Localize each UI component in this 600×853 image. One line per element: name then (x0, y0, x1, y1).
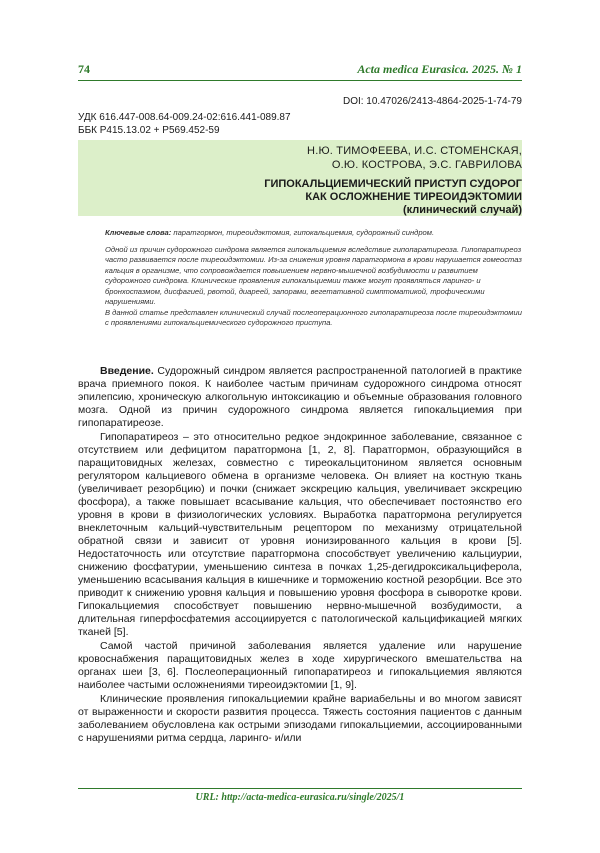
article-title (264, 178, 522, 217)
body-paragraph-2: Гипопаратиреоз – это относительно редкое эндокринное заболевание, связанное с отсутствием или дефицитом паратгормона [1, 2, 8]. Паратгормон, образующийся в паращитовидных железах, совместно с тиреокальцитонином является основным регулятором кальциевого обмена в организме человека. Он влияет на костную ткань (увеличивает резорбцию) и почки (снижает экскрецию кальция, увеличивает экскрецию фосфора), а также повышает всасывание кальция, что обеспечивает постоянство его уровня в крови в физиологических условиях. Выработка паратгормона регулируется внеклеточным кальций-чувствительным рецептором по механизму отрицательной обратной связи и зависит от уровня ионизированного кальция в крови [5]. Недостаточность или отсутствие паратгормона способствует увеличению кальциурии, снижению фосфатурии, уменьшению синтеза в почках 1,25-дегидроксикальциферола, уменьшению всасывания кальция в кишечнике и торможению костной резорбции. Все это приводит к снижению уровня кальция и повышению уровня фосфора в сыворотке крови. Гипокальциемия способствует повышению нервно-мышечной возбудимости, а длительная гиперфосфатемия ассоциируется с патологической кальцификацией мягких тканей [5]. (78, 431, 522, 639)
title-line-1: ГИПОКАЛЬЦИЕМИЧЕСКИЙ ПРИСТУП СУДОРОГ (264, 178, 522, 191)
intro-text: Судорожный синдром является распространенной патологией в практике врача приемного покоя. К наиболее частым причинам судорожного синдрома относят эпилепсию, хроническую алкогольную интоксикацию и объемные образования головного мозга. Одной из причин судорожного синдрома является гипокальциемия при гипопаратиреозе. (78, 365, 522, 429)
authors-line-1: Н.Ю. ТИМОФЕЕВА, И.С. СТОМЕНСКАЯ, (307, 144, 522, 158)
body-paragraph-intro (78, 365, 522, 430)
body-paragraph-4: Клинические проявления гипокальциемии крайне вариабельны и во многом зависят от выраженности и скорости развития процесса. Тяжесть состояния пациентов с данным заболеванием обусловлена как острыми эпизодами гипокальциемии, ассоциированными с нарушениями ритма сердца, ларинго- и/или (78, 693, 522, 745)
footer-divider (78, 788, 522, 789)
running-header (78, 62, 522, 78)
doi: DOI: 10.47026/2413-4864-2025-1-74-79 (343, 96, 522, 107)
classification (78, 111, 291, 137)
footer-url: URL: http://acta-medica-eurasica.ru/single/2025/1 (78, 792, 522, 803)
authors (307, 144, 522, 172)
body-paragraph-3: Самой частой причиной заболевания является удаление или нарушение кровоснабжения паращитовидных желез в ходе хирургического вмешательства на органах шеи [3, 6]. Послеоперационный гипопаратиреоз и гипокальциемия являются наиболее частыми осложнениями тиреоидэктомии [1, 9]. (78, 640, 522, 692)
intro-label: Введение. (100, 365, 154, 377)
title-line-2: КАК ОСЛОЖНЕНИЕ ТИРЕОИДЭКТОМИИ (264, 191, 522, 204)
bbk-code: ББК Р415.13.02 + Р569.452-59 (78, 124, 291, 137)
header-divider (78, 80, 522, 81)
udk-code: УДК 616.447-008.64-009.24-02:616.441-089.87 (78, 111, 291, 124)
keywords (105, 228, 525, 239)
authors-line-2: О.Ю. КОСТРОВА, Э.С. ГАВРИЛОВА (307, 158, 522, 172)
abstract-paragraph-2: В данной статье представлен клинический случай послеоперационного гипопаратиреоза после тиреоидэктомии с проявлениями гипокальциемического судорожного приступа. (105, 308, 525, 329)
abstract-paragraph-1: Одной из причин судорожного синдрома является гипокальциемия вследствие гипопаратиреоза. Гипопаратиреоз часто развивается после тиреоидэктомии. Из-за снижения уровня паратгормона в крови нарушается гомеостаз кальция в организме, что сопровождается повышением нервно-мышечной возбудимости и развитием судорожного синдрома. Клинические проявления гипокальциемии также могут проявляться ларинго- и бронхоспазмом, дисфагией, рвотой, диареей, запорами, вегетативной симптоматикой, трофическими нарушениями. (105, 245, 525, 308)
page-number: 74 (78, 62, 90, 77)
abstract (105, 228, 525, 329)
journal-title: Acta medica Eurasica. 2025. № 1 (357, 62, 522, 77)
article-body (78, 365, 522, 746)
keywords-label: Ключевые слова: (105, 228, 171, 237)
title-line-3: (клинический случай) (264, 204, 522, 217)
keywords-list: паратгормон, тиреоидэктомия, гипокальциемия, судорожный синдром. (173, 228, 434, 237)
